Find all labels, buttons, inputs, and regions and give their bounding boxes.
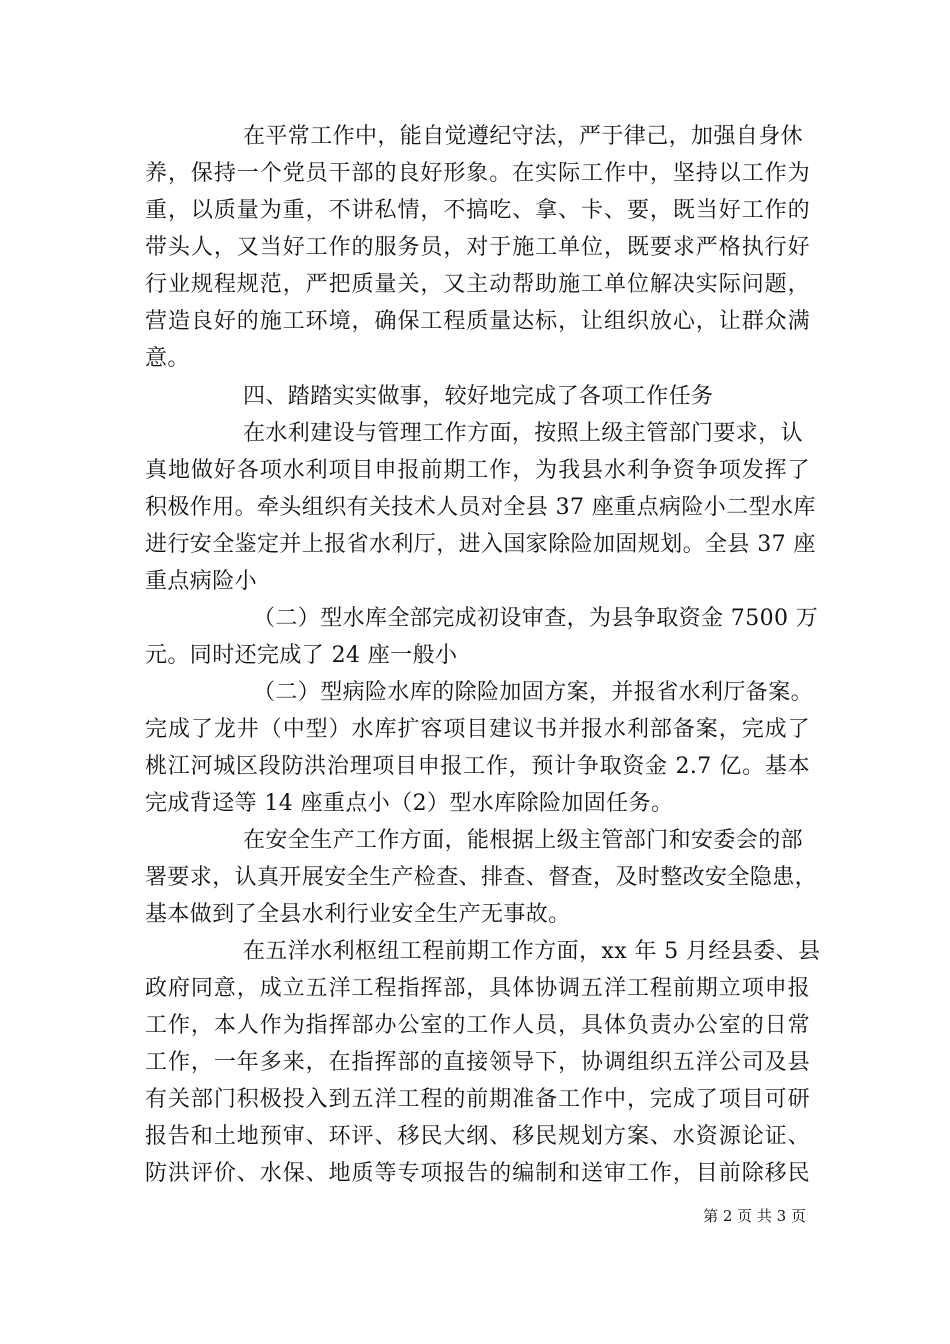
paragraph [145,674,814,822]
paragraph [145,118,810,377]
text-line: 完成了龙井（中型）水库扩容项目建议书并报水利部备案，完成了 [145,717,810,742]
text-line: 报告和土地预审、环评、移民大纲、移民规划方案、水资源论证、 [145,1124,810,1149]
text-line: 行业规程规范，严把质量关，又主动帮助施工单位解决实际问题， [145,272,810,297]
text-line: 工作，本人作为指挥部办公室的工作人员，具体负责办公室的日常 [145,1013,810,1038]
text-line: 在水利建设与管理工作方面，按照上级主管部门要求，认 [243,421,804,446]
text-line: 营造良好的施工环境，确保工程质量达标，让组织放心，让群众满 [145,309,810,334]
paragraph [145,415,816,600]
text-line: 在平常工作中，能自觉遵纪守法，严于律己，加强自身休 [243,124,804,149]
text-line: 重，以质量为重，不讲私情，不搞吃、拿、卡、要，既当好工作的 [145,198,810,223]
text-line: 桃江河城区段防洪治理项目申报工作，预计争取资金 2.7 亿。基本 [145,754,810,779]
text-line: 意。 [145,346,190,371]
text-line: 重点病险小 [145,569,258,594]
text-line: 在安全生产工作方面，能根据上级主管部门和安委会的部 [243,828,804,853]
heading-text: 四、踏踏实实做事，较好地完成了各项工作任务 [243,384,714,409]
text-line: （二）型水库全部完成初设审查，为县争取资金 7500 万 [253,606,819,631]
paragraph [145,933,821,1192]
text-line: 有关部门积极投入到五洋工程的前期准备工作中，完成了项目可研 [145,1087,810,1112]
text-line: （二）型病险水库的除险加固方案，并报省水利厅备案。 [253,680,814,705]
text-line: 政府同意，成立五洋工程指挥部，具体协调五洋工程前期立项申报 [145,976,810,1001]
paragraph [145,600,819,674]
page-number-footer: 第 2 页 共 3 页 [703,1207,806,1225]
section-heading [145,378,810,415]
text-line: 在五洋水利枢纽工程前期工作方面，xx 年 5 月经县委、县 [243,939,821,964]
text-line: 积极作用。牵头组织有关技术人员对全县 37 座重点病险小二型水库 [145,495,816,520]
text-line: 养，保持一个党员干部的良好形象。在实际工作中，坚持以工作为 [145,161,810,186]
text-line: 防洪评价、水保、地质等专项报告的编制和送审工作，目前除移民 [145,1161,810,1186]
text-line: 带头人，又当好工作的服务员，对于施工单位，既要求严格执行好 [145,235,810,260]
paragraph [145,822,818,933]
text-line: 基本做到了全县水利行业安全生产无事故。 [145,902,571,927]
text-line: 署要求，认真开展安全生产检查、排查、督查，及时整改安全隐患， [145,865,818,890]
text-line: 元。同时还完成了 24 座一般小 [145,643,458,668]
text-line: 进行安全鉴定并上报省水利厅，进入国家除险加固规划。全县 37 座 [145,532,816,557]
text-line: 工作，一年多来，在指挥部的直接领导下，协调组织五洋公司及县 [145,1050,810,1075]
text-line: 完成背迳等 14 座重点小（2）型水库除险加固任务。 [145,791,674,816]
text-line: 真地做好各项水利项目申报前期工作，为我县水利争资争项发挥了 [145,458,810,483]
